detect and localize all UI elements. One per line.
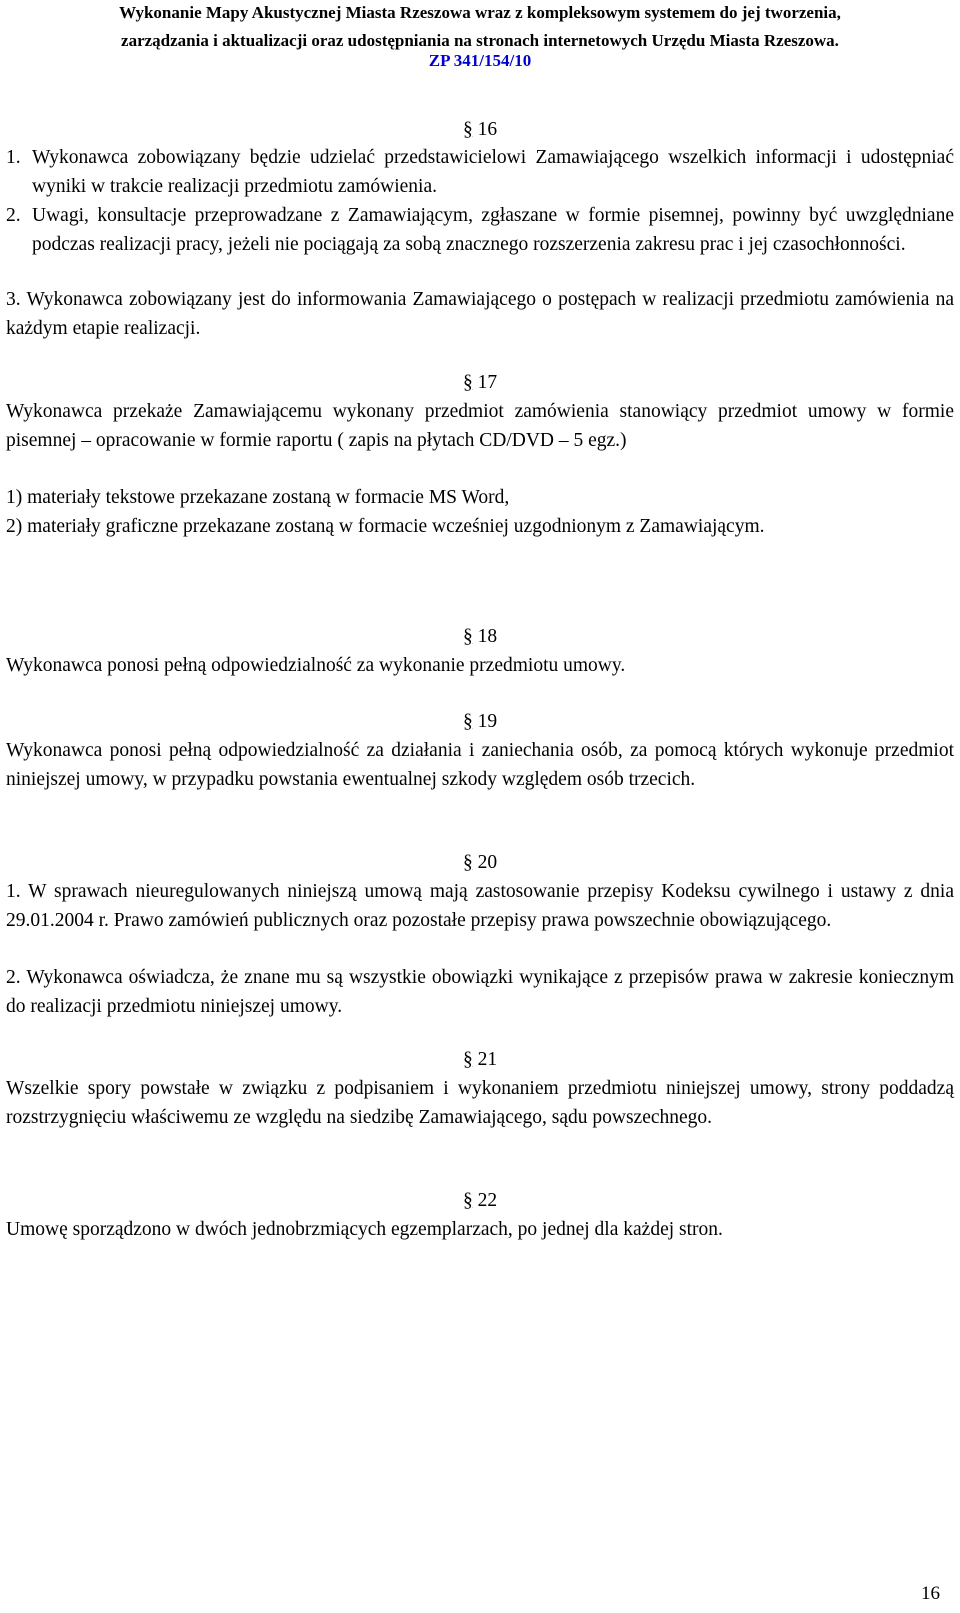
section-19-heading (0, 710, 960, 734)
section-17-item-1: 1) materiały tekstowe przekazane zostaną w formacie MS Word, (6, 487, 510, 508)
document-header-line-2: zarządzania i aktualizacji oraz udostępniania na stronach internetowych Urzędu Miasta Rzeszowa. (121, 31, 839, 50)
section-number: 16 (477, 119, 498, 140)
paragraph-sign-icon: § (462, 711, 473, 732)
page-number: 16 (921, 1583, 940, 1604)
section-number: 18 (477, 626, 498, 647)
item-number: 2. (6, 205, 21, 226)
section-16-paragraph-3: 3. Wykonawca zobowiązany jest do informowania Zamawiającego o postępach w realizacji przedmiotu zamówienia na każdym etapie realizacji. (6, 289, 954, 339)
section-18-heading (0, 625, 960, 649)
section-22-paragraph-1: Umowę sporządzono w dwóch jednobrzmiących egzemplarzach, po jednej dla każdej stron. (6, 1219, 723, 1240)
section-number: 22 (477, 1190, 498, 1211)
paragraph-sign-icon: § (462, 119, 473, 140)
section-number: 20 (477, 852, 498, 873)
section-16-paragraph-2: Uwagi, konsultacje przeprowadzane z Zamawiającym, zgłaszane w formie pisemnej, powinny być uwzględniane podczas realizacji pracy, jeżeli nie pociągają za sobą znacznego rozszerzenia zakresu prac i jej czasochłonności. (32, 205, 954, 255)
section-18-paragraph-1: Wykonawca ponosi pełną odpowiedzialność za wykonanie przedmiotu umowy. (6, 655, 626, 676)
section-number: 21 (477, 1049, 498, 1070)
section-19-paragraph-1: Wykonawca ponosi pełną odpowiedzialność za działania i zaniechania osób, za pomocą których wykonuje przedmiot niniejszej umowy, w przypadku powstania ewentualnej szkody względem osób trzecich. (6, 740, 954, 790)
section-17-item-2: 2) materiały graficzne przekazane zostaną w formacie wcześniej uzgodnionym z Zamawiającym. (6, 516, 765, 537)
document-header-line-1: Wykonanie Mapy Akustycznej Miasta Rzeszowa wraz z kompleksowym systemem do jej tworzenia, (119, 3, 841, 22)
paragraph-sign-icon: § (462, 372, 473, 393)
section-number: 17 (477, 372, 498, 393)
section-16-paragraph-1: Wykonawca zobowiązany będzie udzielać przedstawicielowi Zamawiającego wszelkich informacji i udostępniać wyniki w trakcie realizacji przedmiotu zamówienia. (32, 147, 954, 197)
paragraph-sign-icon: § (462, 1049, 473, 1070)
section-number: 19 (477, 711, 498, 732)
paragraph-sign-icon: § (462, 1190, 473, 1211)
section-21-paragraph-1: Wszelkie spory powstałe w związku z podpisaniem i wykonaniem przedmiotu niniejszej umowy, strony poddadzą rozstrzygnięciu właściwemu ze względu na siedzibę Zamawiającego, sądu powszechnego. (6, 1078, 954, 1128)
item-number: 1. (6, 147, 21, 168)
section-20-paragraph-2: 2. Wykonawca oświadcza, że znane mu są wszystkie obowiązki wynikające z przepisów prawa w zakresie koniecznym do realizacji przedmiotu niniejszej umowy. (6, 967, 954, 1017)
document-reference-number: ZP 341/154/10 (428, 51, 532, 70)
section-20-heading (0, 851, 960, 875)
section-17-paragraph-1: Wykonawca przekaże Zamawiającemu wykonany przedmiot zamówienia stanowiący przedmiot umowy w formie pisemnej – opracowanie w formie raportu ( zapis na płytach CD/DVD – 5 egz.) (6, 401, 954, 451)
section-17-heading (0, 371, 960, 395)
paragraph-sign-icon: § (462, 852, 473, 873)
section-16-heading (0, 118, 960, 142)
section-22-heading (0, 1189, 960, 1213)
section-21-heading (0, 1048, 960, 1072)
section-20-paragraph-1: 1. W sprawach nieuregulowanych niniejszą umową mają zastosowanie przepisy Kodeksu cywilnego i ustawy z dnia 29.01.2004 r. Prawo zamówień publicznych oraz pozostałe przepisy prawa powszechnie obowiązującego. (6, 881, 954, 931)
paragraph-sign-icon: § (462, 626, 473, 647)
